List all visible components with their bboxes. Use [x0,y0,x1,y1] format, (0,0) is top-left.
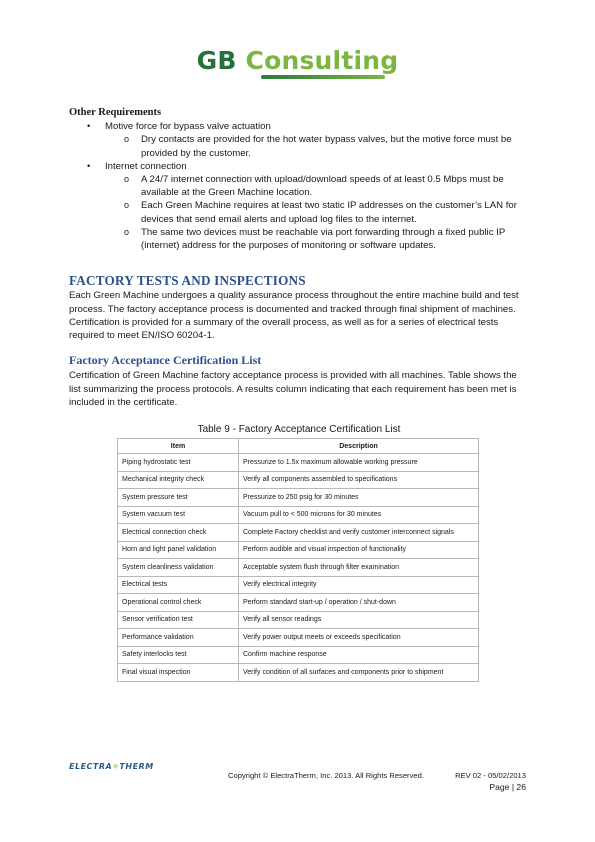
gb-consulting-logo [0,46,595,75]
item-cell: Operational control check [118,594,239,612]
sub-list-item [69,133,529,159]
description-cell: Verify electrical integrity [239,576,479,594]
description-cell: Pressurize to 250 psig for 30 minutes [239,489,479,507]
table-header-row [118,439,479,454]
item-cell: System cleanliness validation [118,559,239,577]
certification-list-heading: Factory Acceptance Certification List [69,353,262,368]
table-row [118,541,479,559]
item-cell: Electrical connection check [118,524,239,542]
column-header-description: Description [239,439,479,454]
sub-list-item [69,226,529,252]
sub-list-item-text: A 24/7 internet connection with upload/download speeds of at least 0.5 Mbps must be available at the Green Machine location. [141,174,504,199]
list-item-label: Motive force for bypass valve actuation [105,121,271,133]
table-row [118,559,479,577]
circle-bullet-icon: o [124,200,130,211]
page-number: Page | 26 [489,782,526,792]
table-row [118,471,479,489]
revision-text: REV 02 - 05/02/2013 [455,771,526,780]
logo-gb: GB [196,46,237,75]
bullet-icon: • [87,121,91,133]
description-cell: Verify all sensor readings [239,611,479,629]
column-header-item: Item [118,439,239,454]
table-caption: Table 9 - Factory Acceptance Certification List [197,424,401,436]
item-cell: Sensor verification test [118,611,239,629]
table-row [118,524,479,542]
item-cell: Safety interlocks test [118,646,239,664]
requirements-list [69,120,529,252]
item-cell: System vacuum test [118,506,239,524]
sub-list-item-text: The same two devices must be reachable via port forwarding through a fixed public IP (internet) address for the purposes of monitoring or software updates. [141,226,506,252]
description-cell: Perform standard start-up / operation / shut-down [239,594,479,612]
item-cell: Electrical tests [118,576,239,594]
item-cell: Mechanical integrity check [118,471,239,489]
circle-bullet-icon: o [124,134,130,145]
sub-list-item-text: Each Green Machine requires at least two static IP addresses on the customer’s LAN for devices that send email alerts and upload log files to the internet. [141,200,517,225]
sub-list-item [69,173,529,199]
description-cell: Verify all components assembled to specifications [239,471,479,489]
other-requirements-heading: Other Requirements [69,107,162,118]
description-cell: Complete Factory checklist and verify customer interconnect signals [239,524,479,542]
table-row [118,664,479,682]
copyright-text: Copyright © ElectraTherm, Inc. 2013. All Rights Reserved. [228,771,424,780]
item-cell: System pressure test [118,489,239,507]
logo-consulting: Consulting [245,46,399,75]
logo-underline [261,75,385,79]
logo-electra: ELECTRA [69,762,113,771]
item-cell: Piping hydrostatic test [118,454,239,472]
list-item [69,120,529,160]
item-cell: Performance validation [118,629,239,647]
description-cell: Vacuum pull to < 500 microns for 30 minutes [239,506,479,524]
table-row [118,594,479,612]
table-row [118,646,479,664]
star-icon: ✳ [112,762,120,771]
factory-tests-body: Each Green Machine undergoes a quality assurance process throughout the entire machine build and test process. The factory acceptance process is documented and tracked through final shipment of machines. Certification is provided for a summary of the overall process, as well as for a series of electrical tests required to meet EN/ISO 60204-1. [69,290,519,342]
description-cell: Perform audible and visual inspection of functionality [239,541,479,559]
list-item-label: Internet connection [105,160,187,172]
circle-bullet-icon: o [124,174,130,185]
sub-list-item-text: Dry contacts are provided for the hot water bypass valves, but the motive force must be provided by the customer. [141,134,512,159]
sub-list [105,133,529,159]
table-row [118,629,479,647]
description-cell: Verify condition of all surfaces and components prior to shipment [239,664,479,682]
list-item [69,160,529,252]
certification-table [117,438,479,682]
description-cell: Confirm machine response [239,646,479,664]
description-cell: Verify power output meets or exceeds specification [239,629,479,647]
description-cell: Pressurize to 1.5x maximum allowable working pressure [239,454,479,472]
factory-tests-heading: FACTORY TESTS AND INSPECTIONS [69,273,306,289]
electratherm-logo [69,762,154,771]
table-row [118,454,479,472]
main-content [69,106,529,682]
description-cell: Acceptable system flush through filter examination [239,559,479,577]
table-row [118,506,479,524]
circle-bullet-icon: o [124,226,130,237]
sub-list-item [69,199,529,225]
logo-therm: THERM [119,762,154,771]
bullet-icon: • [87,160,91,172]
item-cell: Horn and light panel validation [118,541,239,559]
table-row [118,576,479,594]
table-row [118,611,479,629]
item-cell: Final visual inspection [118,664,239,682]
certification-list-body: Certification of Green Machine factory acceptance process is provided with all machines. Table shows the list summarizing the process protocols. A results column indicating that each requirement has been met is included in the certificate. [69,370,517,408]
table-row [118,489,479,507]
sub-list [105,173,529,252]
